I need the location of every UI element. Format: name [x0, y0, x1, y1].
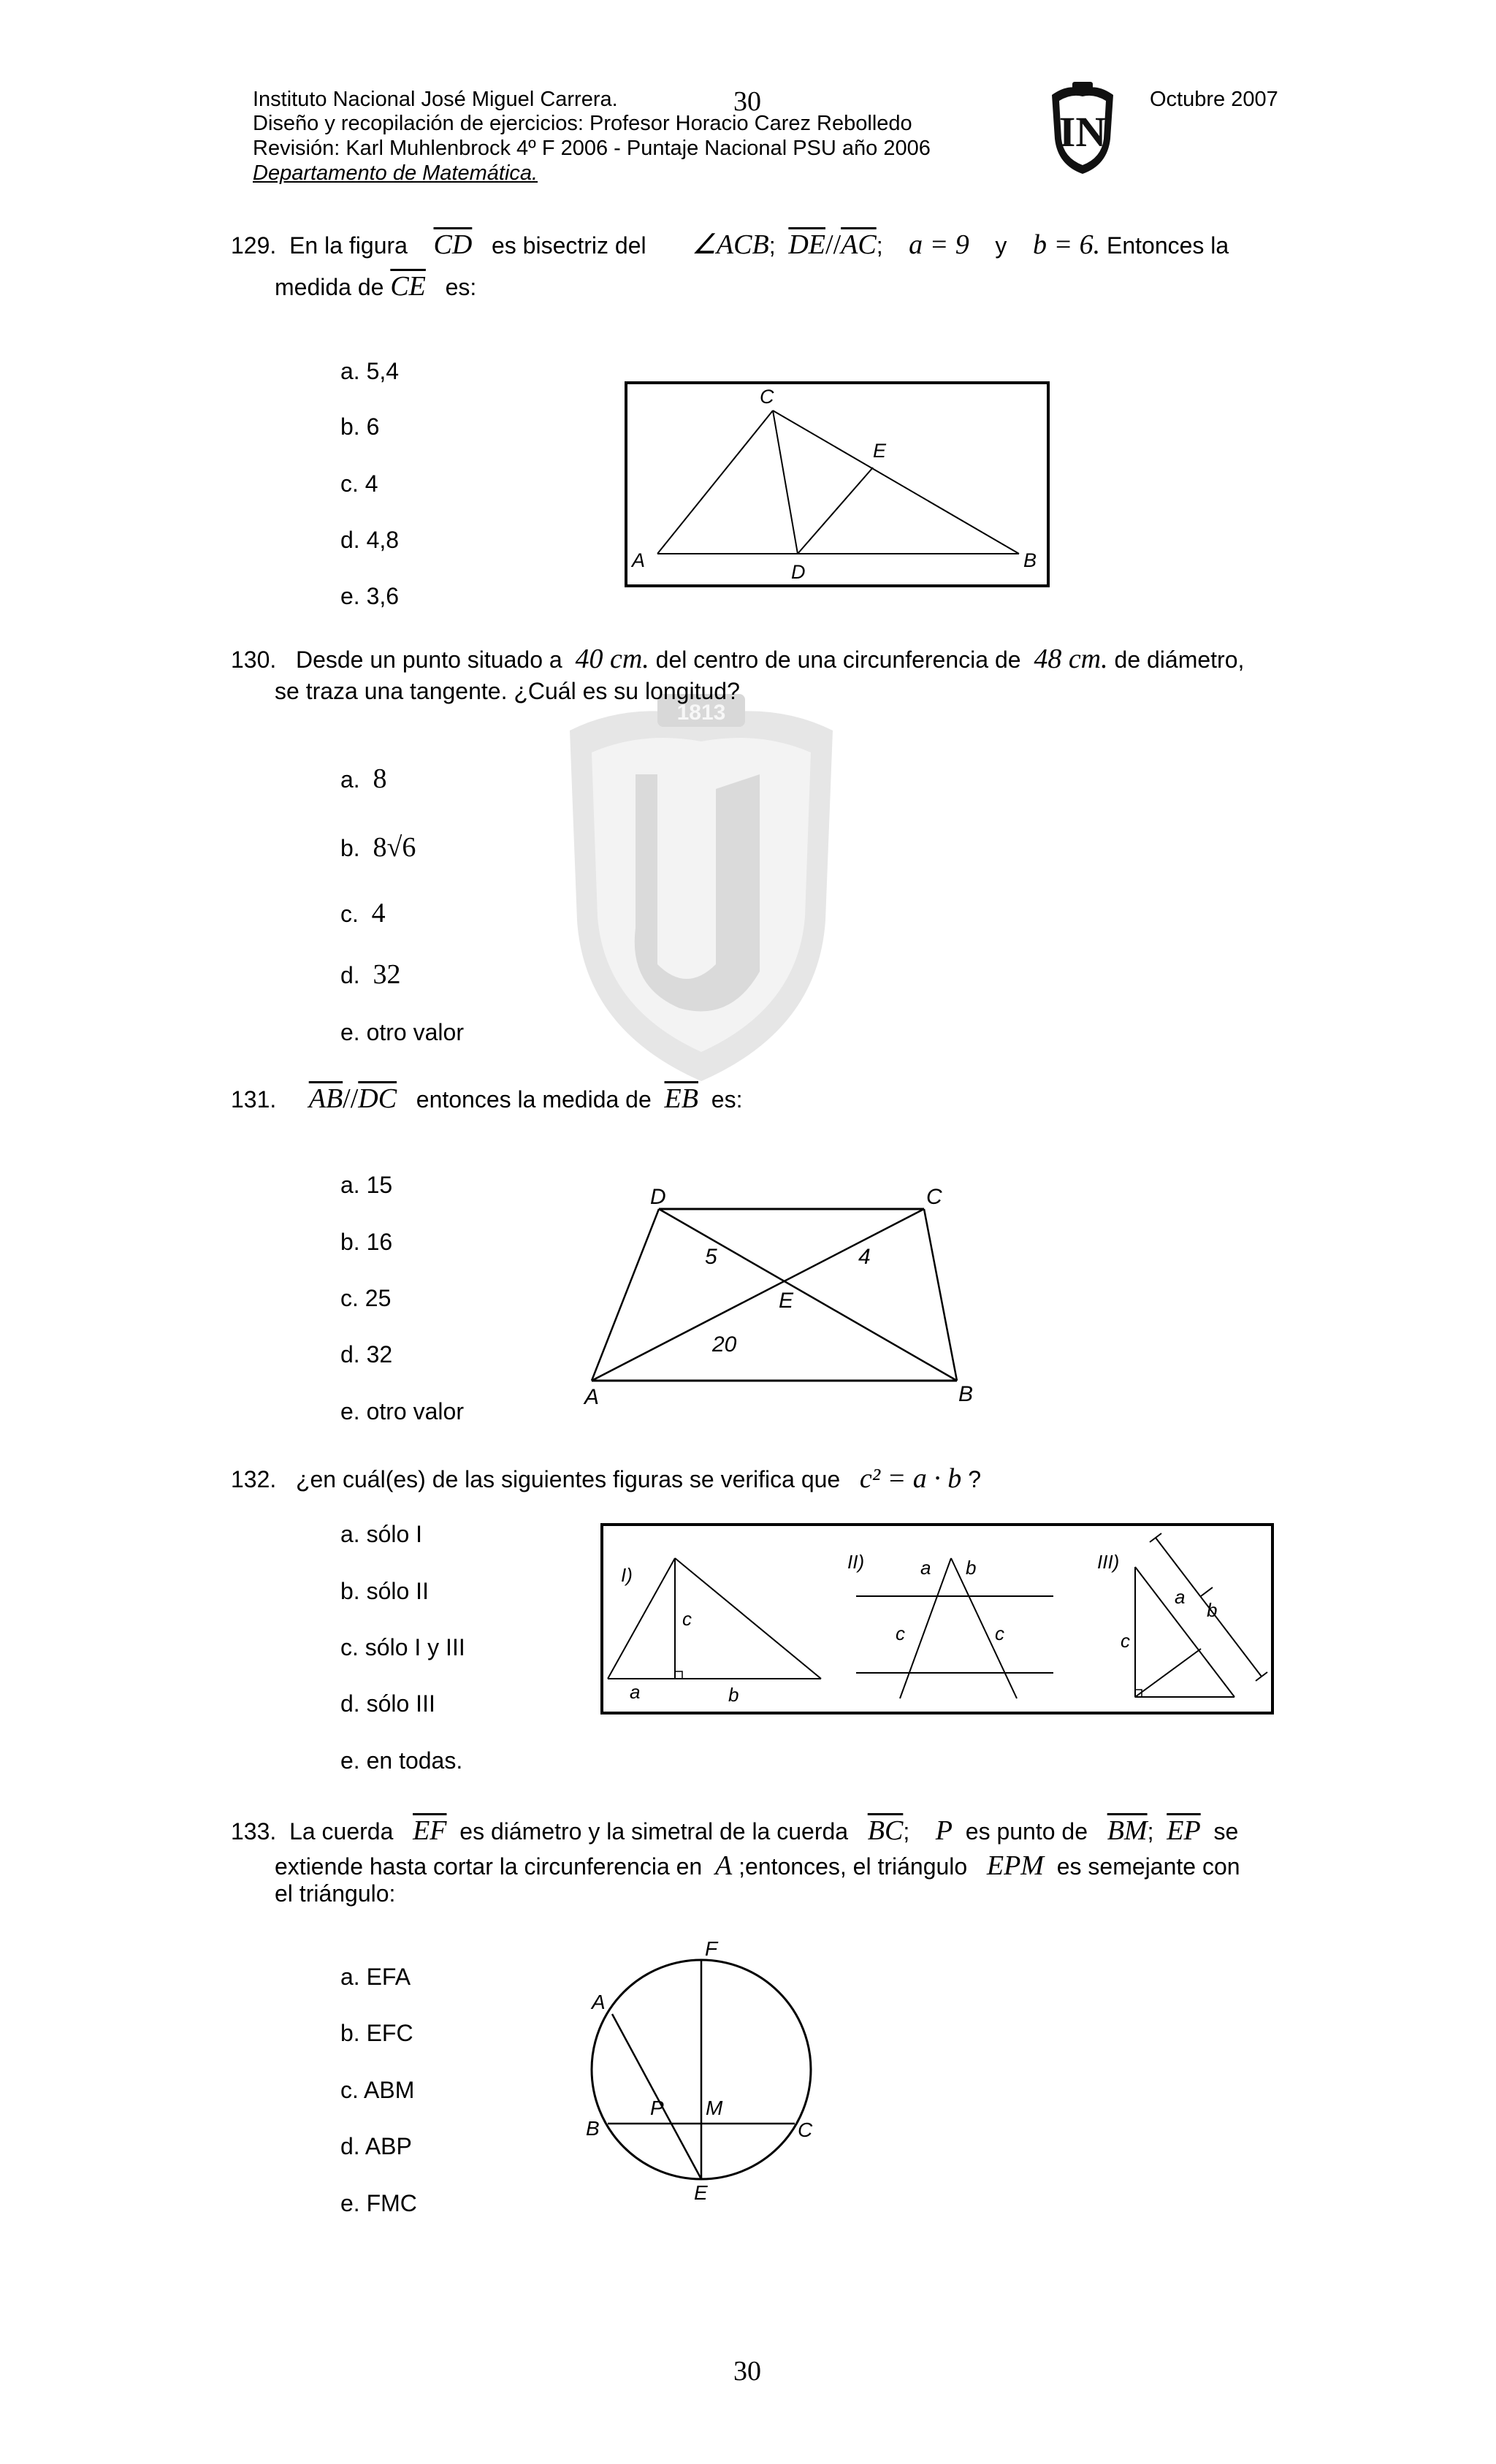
- header-page-number: 30: [733, 86, 761, 117]
- q132-label-c3: c: [1121, 1630, 1130, 1652]
- q133-label-c: C: [798, 2118, 813, 2141]
- q133-label-b: B: [586, 2117, 600, 2140]
- q129-statement-line2: medida de $\overline{CE}$ es:: [275, 271, 477, 302]
- q131-option-c: c. 25: [340, 1285, 392, 1311]
- q130-statement-line1: 130. Desde un punto situado a 40 cm. del centro de una circunferencia de 48 cm. de diámetro,: [231, 644, 1245, 674]
- q131-option-b: b. 16: [340, 1229, 393, 1255]
- q132-option-c: c. sólo I y III: [340, 1634, 465, 1660]
- q129-label-b: B: [1023, 549, 1037, 571]
- q133-option-c: c. ABM: [340, 2077, 415, 2103]
- q130-option-e: e. otro valor: [340, 1019, 464, 1045]
- header-department: Departamento de Matemática.: [253, 161, 538, 185]
- q131-label-5: 5: [705, 1245, 717, 1269]
- q131-label-b: B: [958, 1382, 974, 1406]
- q131-statement: 131. $\overline{AB}//\overline{DC}$ entonces la medida de $\overline{EB}$ es:: [231, 1083, 743, 1114]
- q129-label-c: C: [760, 386, 774, 408]
- q132-label-ii: II): [847, 1551, 865, 1573]
- q131-label-e: E: [779, 1289, 794, 1313]
- q131-option-a: a. 15: [340, 1172, 393, 1198]
- q133-label-a: A: [592, 1991, 606, 2013]
- q133-option-b: b. EFC: [340, 2020, 413, 2046]
- q131-label-c: C: [926, 1185, 942, 1209]
- header-date: Octubre 2007: [1150, 88, 1278, 111]
- q132-label-a3: a: [1175, 1586, 1186, 1608]
- q132-option-b: b. sólo II: [340, 1578, 429, 1604]
- q132-label-b1: b: [728, 1684, 739, 1706]
- q132-option-d: d. sólo III: [340, 1690, 435, 1717]
- q133-option-d: d. ABP: [340, 2133, 412, 2159]
- q133-label-p: P: [650, 2097, 664, 2119]
- watermark-year: 1813: [676, 701, 726, 725]
- q132-figure: [600, 1523, 1274, 1714]
- q131-label-20: 20: [712, 1332, 737, 1357]
- q129-statement-line1: 129. En la figura $\overline{CD}$ es bisectriz del ∠ACB; $\overline{DE}//\overline{AC}$; a = 9 y b = 6. Entonces la: [231, 229, 1229, 260]
- q131-label-a: A: [584, 1385, 600, 1409]
- header-institute: Instituto Nacional José Miguel Carrera.: [253, 88, 618, 111]
- q129-label-d: D: [791, 561, 806, 583]
- q133-label-m: M: [706, 2097, 723, 2119]
- q132-label-b3: b: [1207, 1599, 1218, 1621]
- q129-option-d: d. 4,8: [340, 527, 400, 553]
- q132-label-a2: a: [920, 1557, 931, 1579]
- q132-statement: 132. ¿en cuál(es) de las siguientes figuras se verifica que c² = a · b ?: [231, 1463, 981, 1494]
- q132-label-i: I): [621, 1564, 633, 1586]
- q131-label-4: 4: [858, 1245, 871, 1269]
- q133-option-e: e. FMC: [340, 2190, 417, 2216]
- q132-option-e: e. en todas.: [340, 1747, 463, 1774]
- q130-option-c: c. 4: [340, 898, 386, 928]
- institute-shield-watermark: [541, 687, 862, 1096]
- q131-figure: [577, 1183, 986, 1417]
- institute-logo: [1046, 80, 1119, 177]
- q133-statement-line2: extiende hasta cortar la circunferencia en A ;entonces, el triángulo EPM es semejante con: [275, 1850, 1240, 1881]
- q132-label-c1: c: [682, 1608, 692, 1630]
- q129-figure: [625, 381, 1050, 587]
- q133-label-f: F: [705, 1937, 718, 1960]
- q132-label-c2a: c: [896, 1622, 905, 1644]
- q133-statement-line1: 133. La cuerda $\overline{EF}$ es diámetro y la simetral de la cuerda $\overline{BC}$; P es punto de $\overline{BM}$; $\overline{EP}$ se: [231, 1815, 1239, 1846]
- q130-statement-line2: se traza una tangente. ¿Cuál es su longitud?: [275, 678, 740, 704]
- q129-label-e: E: [873, 440, 887, 462]
- footer-page-number: 30: [733, 2356, 761, 2387]
- q133-label-e: E: [694, 2181, 708, 2202]
- header-design: Diseño y recopilación de ejercicios: Profesor Horacio Carez Rebolledo: [253, 112, 912, 135]
- q129-option-c: c. 4: [340, 470, 378, 497]
- q133-figure: [577, 1932, 825, 2202]
- q131-option-e: e. otro valor: [340, 1398, 464, 1424]
- q129-label-a: A: [632, 549, 646, 571]
- q132-label-b2: b: [966, 1557, 977, 1579]
- q131-option-d: d. 32: [340, 1341, 393, 1368]
- q133-statement-line3: el triángulo:: [275, 1880, 396, 1907]
- q132-label-a1: a: [630, 1681, 641, 1703]
- header-revision: Revisión: Karl Muhlenbrock 4º F 2006 - Puntaje Nacional PSU año 2006: [253, 137, 931, 160]
- q130-option-b: b. 8√6: [340, 832, 416, 863]
- q132-label-c2b: c: [995, 1622, 1004, 1644]
- q129-option-b: b. 6: [340, 413, 380, 440]
- q130-option-a: a. 8: [340, 763, 387, 794]
- q133-option-a: a. EFA: [340, 1964, 411, 1990]
- q129-option-a: a. 5,4: [340, 358, 400, 384]
- logo-letters: IN: [1058, 108, 1107, 156]
- q130-option-d: d. 32: [340, 959, 401, 990]
- q129-option-e: e. 3,6: [340, 583, 400, 609]
- q132-option-a: a. sólo I: [340, 1521, 423, 1547]
- q131-label-d: D: [650, 1185, 666, 1209]
- q132-label-iii: III): [1097, 1551, 1120, 1573]
